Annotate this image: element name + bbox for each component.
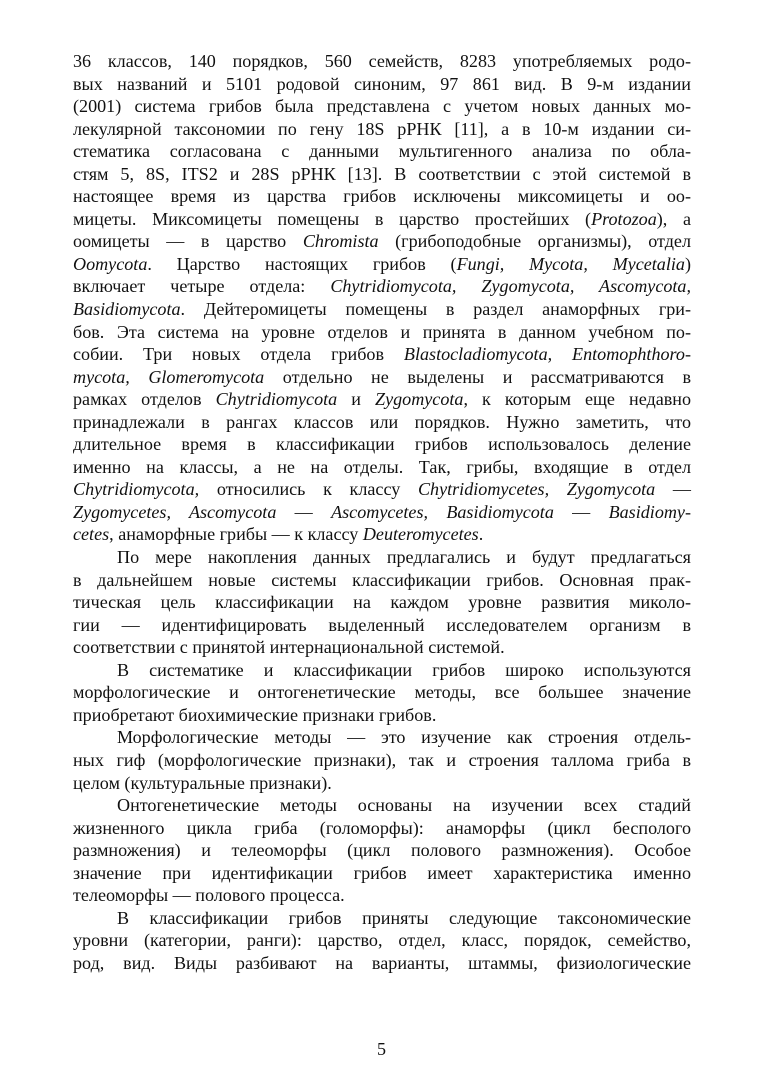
text-line xyxy=(73,411,691,434)
text-run: . xyxy=(478,524,484,545)
text-run: соответствии с принятой интернациональной системой. xyxy=(73,637,505,658)
text-run: в дальнейшем новые системы классификации грибов. Основная прак- xyxy=(73,569,691,590)
text-line xyxy=(73,343,691,366)
italic-term: Ascomycetes, Basidiomycota xyxy=(331,501,554,522)
paragraph xyxy=(73,907,691,975)
text-line xyxy=(73,140,691,163)
text-run: , к которым еще недавно xyxy=(463,389,691,410)
text-run: настоящее время из царства грибов исключены миксомицеты и оо- xyxy=(73,186,691,207)
text-line xyxy=(73,884,691,907)
text-line xyxy=(73,456,691,479)
text-line xyxy=(73,478,691,501)
text-run: Онтогенетические методы основаны на изучении всех стадий xyxy=(117,795,691,816)
text-run: 36 классов, 140 порядков, 560 семейств, 8283 употребляемых родо- xyxy=(73,51,691,71)
text-run: ), а xyxy=(656,208,692,229)
text-run: ных гиф (морфологические признаки), так и строения таллома гриба в xyxy=(73,749,691,770)
text-line xyxy=(73,523,691,546)
text-line xyxy=(73,749,691,772)
text-line xyxy=(73,952,691,975)
text-run: целом (культуральные признаки). xyxy=(73,772,332,793)
text-run: гии — идентифицировать выделенный исследователем организм в xyxy=(73,614,691,635)
text-run: тическая цель классификации на каждом уровне развития миколо- xyxy=(73,592,691,613)
text-run: — xyxy=(553,501,609,522)
text-line xyxy=(73,433,691,456)
text-line xyxy=(73,907,691,930)
text-run: включает четыре отдела: xyxy=(73,276,331,297)
text-run: рамках отделов xyxy=(73,389,216,410)
text-run: относились к классу xyxy=(199,479,418,500)
italic-term: Chromista xyxy=(302,231,379,252)
text-run: стям 5, 8S, ITS2 и 28S рРНК [13]. В соответствии с этой системой в xyxy=(73,163,691,184)
text-run: По мере накопления данных предлагались и будут предлагаться xyxy=(117,547,691,568)
text-run: отдельно не выделены и рассматриваются в xyxy=(264,366,692,387)
text-run: лекулярной таксономии по гену 18S рРНК [11], а в 10-м издании си- xyxy=(73,118,691,139)
text-run: именно на классы, а не на отделы. Так, грибы, входящие в отдел xyxy=(73,456,691,477)
italic-term: Chytridiomycota xyxy=(215,389,338,410)
text-run: , анаморфные грибы — к классу xyxy=(109,524,363,545)
page-number: 5 xyxy=(377,1039,386,1059)
text-run: (грибоподобные организмы), отдел xyxy=(378,231,691,252)
italic-term: Zygomycota xyxy=(375,389,464,410)
text-line xyxy=(73,772,691,795)
text-line xyxy=(73,839,691,862)
text-line xyxy=(73,501,691,524)
text-run: значение при идентификации грибов имеет характеристика именно xyxy=(73,862,691,883)
text-line xyxy=(73,636,691,659)
text-line xyxy=(73,704,691,727)
text-run: бов. Эта система на уровне отделов и принята в данном учебном по- xyxy=(73,321,691,342)
text-line xyxy=(73,659,691,682)
italic-term: Protozoa xyxy=(591,208,657,229)
text-run: телеоморфы — полового процесса. xyxy=(73,885,345,906)
text-line xyxy=(73,569,691,592)
text-run: мицеты. Миксомицеты помещены в царство простейших ( xyxy=(73,208,592,229)
paragraph xyxy=(73,546,691,659)
italic-term: Oomycota xyxy=(73,253,148,274)
text-line xyxy=(73,862,691,885)
text-line xyxy=(73,253,691,276)
text-run: род, вид. Виды разбивают на варианты, штаммы, физиологические xyxy=(73,952,691,973)
text-line xyxy=(73,591,691,614)
text-run: — xyxy=(655,479,692,500)
text-line xyxy=(73,185,691,208)
text-run: собии. Три новых отдела грибов xyxy=(73,344,404,365)
italic-term: Deuteromycetes xyxy=(362,524,479,545)
text-line xyxy=(73,929,691,952)
text-run: . Царство настоящих грибов ( xyxy=(147,253,457,274)
paragraph xyxy=(73,659,691,727)
text-line xyxy=(73,230,691,253)
text-run: жизненного цикла гриба (голоморфы): анаморфы (цикл бесполого xyxy=(73,817,691,838)
text-run: размножения) и телеоморфы (цикл полового размножения). Особое xyxy=(73,840,691,861)
text-run: ) xyxy=(684,253,691,274)
text-line xyxy=(73,614,691,637)
italic-term: Blastocladiomycota, Entomophthoro- xyxy=(403,344,691,365)
italic-term: Chytridiomycetes, Zygomycota xyxy=(417,479,656,500)
italic-term: Fungi, Mycota, Mycetalia xyxy=(456,253,685,274)
text-line xyxy=(73,794,691,817)
paragraph xyxy=(73,50,691,546)
text-line xyxy=(73,817,691,840)
text-run: уровни (категории, ранги): царство, отдел, класс, порядок, семейство, xyxy=(73,930,691,951)
text-run: В классификации грибов приняты следующие таксономические xyxy=(117,907,691,928)
text-run: морфологические и онтогенетические методы, все большее значение xyxy=(73,682,691,703)
text-line xyxy=(73,118,691,141)
text-line xyxy=(73,208,691,231)
text-line xyxy=(73,681,691,704)
text-run: вых названий и 5101 родовой синоним, 97 861 вид. В 9-м издании xyxy=(73,73,691,94)
text-line xyxy=(73,95,691,118)
text-run: приобретают биохимические признаки грибов. xyxy=(73,704,437,725)
italic-term: Zygomycetes, Ascomycota xyxy=(73,501,277,522)
italic-term: Chytridiomycota, Zygomycota, Ascomycota, xyxy=(330,276,692,297)
page-body xyxy=(73,50,691,974)
text-run: (2001) система грибов была представлена с учетом новых данных мо- xyxy=(73,96,691,117)
italic-term: Chytridiomycota, xyxy=(73,479,200,500)
text-line xyxy=(73,726,691,749)
italic-term: cetes xyxy=(73,524,110,545)
text-line xyxy=(73,321,691,344)
text-run: В систематике и классификации грибов широко используются xyxy=(117,659,691,680)
italic-term: Basidiomy- xyxy=(608,501,691,522)
text-run: принадлежали в рангах классов или порядков. Нужно заметить, что xyxy=(73,411,691,432)
text-run: длительное время в классификации грибов использовалось деление xyxy=(73,434,691,455)
text-line xyxy=(73,73,691,96)
text-run: Морфологические методы — это изучение как строения отдель- xyxy=(117,727,691,748)
text-run: — xyxy=(276,501,332,522)
text-line xyxy=(73,366,691,389)
italic-term: Basidiomycota xyxy=(73,299,181,320)
text-run: оомицеты — в царство xyxy=(73,231,303,252)
text-run: и xyxy=(337,389,375,410)
text-line xyxy=(73,275,691,298)
paragraph xyxy=(73,794,691,907)
text-line xyxy=(73,163,691,186)
text-line xyxy=(73,50,691,73)
paragraph xyxy=(73,726,691,794)
text-line xyxy=(73,298,691,321)
text-run: . Дейтеромицеты помещены в раздел анаморфных гри- xyxy=(180,299,691,320)
italic-term: mycota, Glomeromycota xyxy=(73,366,265,387)
text-line xyxy=(73,388,691,411)
text-run: стематика согласована с данными мультигенного анализа по обла- xyxy=(73,141,691,162)
text-line xyxy=(73,546,691,569)
